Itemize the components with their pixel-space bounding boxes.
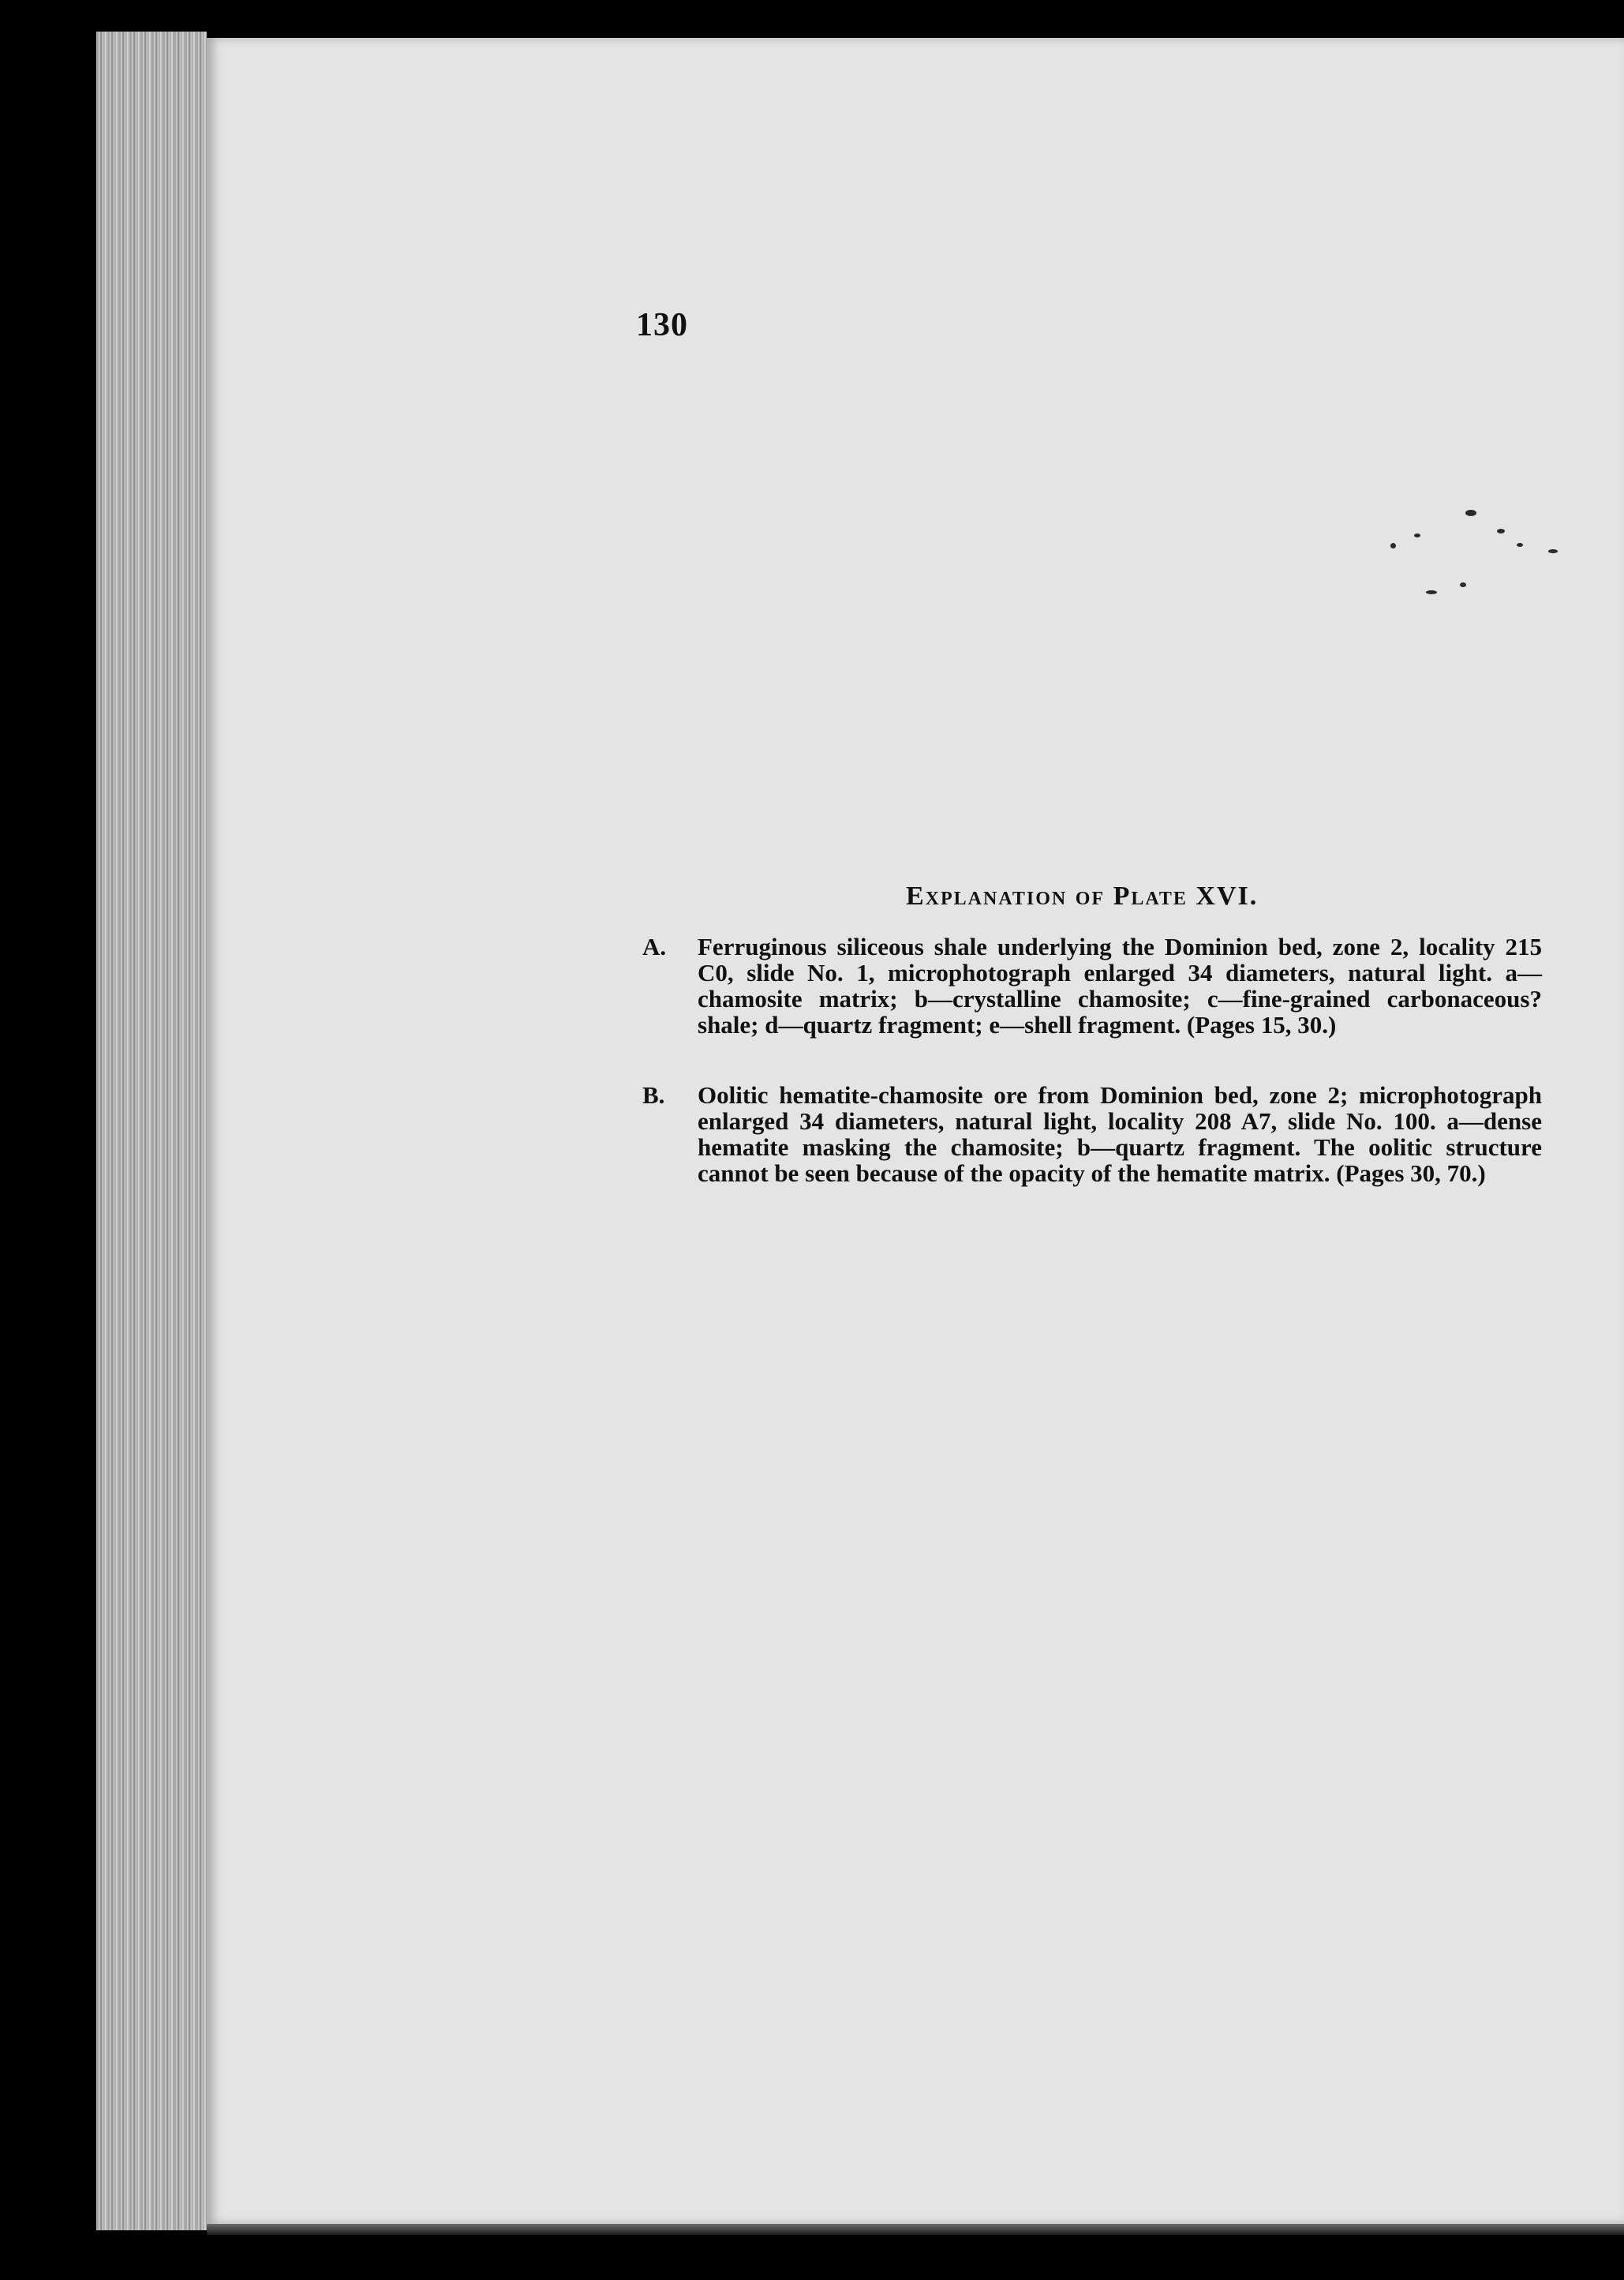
- page-bottom-edge: [207, 2224, 1624, 2235]
- plate-explanation-heading: Explanation of Plate XVI.: [906, 882, 1259, 911]
- dust-speck: [1414, 533, 1420, 537]
- dust-speck: [1465, 510, 1476, 516]
- dust-speck: [1517, 543, 1523, 547]
- dust-speck: [1460, 582, 1466, 587]
- dust-speck: [1426, 590, 1437, 594]
- plate-entry-b: [642, 1082, 1542, 1186]
- entry-label: B.: [642, 1081, 665, 1109]
- entry-label: A.: [642, 933, 667, 960]
- entry-text: Ferruginous siliceous shale underlying the Dominion bed, zone 2, locality 215 C0, slide No. 1, microphotograph enlarged 34 diameters, natural light. a—chamosite matrix; b—crystalline chamosite; c—fine-grained carbonaceous? shale; d—quartz fragment; e—shell fragment. (Pages 15, 30.): [698, 933, 1542, 1039]
- dust-speck: [1390, 543, 1396, 548]
- page-number: 130: [636, 307, 688, 343]
- entry-text: Oolitic hematite-chamosite ore from Dominion bed, zone 2; microphotograph enlarged 34 diameters, natural light, locality 208 A7, slide No. 100. a—dense hematite masking the chamosite; b—quartz fragment. The oolitic structure cannot be seen because of the opacity of the hematite matrix. (Pages 30, 70.): [698, 1081, 1542, 1187]
- dust-speck: [1548, 549, 1558, 553]
- plate-entry-a: [642, 934, 1542, 1038]
- dust-speck: [1497, 529, 1505, 533]
- book-page-edges: [96, 32, 207, 2230]
